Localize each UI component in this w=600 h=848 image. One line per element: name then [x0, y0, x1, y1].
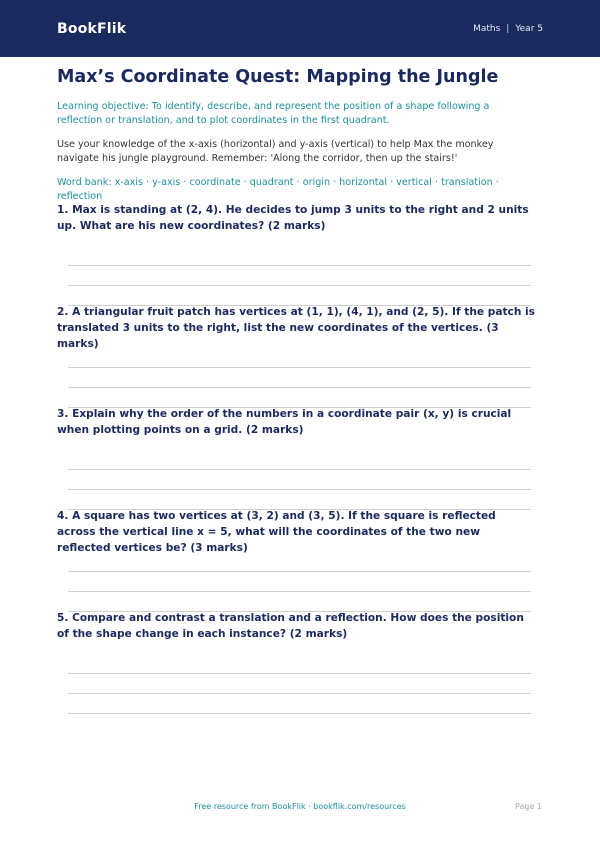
footer — [0, 802, 600, 816]
answer-line[interactable] — [68, 591, 531, 592]
question-text: 5. Compare and contrast a translation and a reflection. How does the position of the shape change in each instance? (2 marks) — [57, 612, 524, 640]
question-text: 3. Explain why the order of the numbers in a coordinate pair (x, y) is crucial when plotting points on a grid. (2 marks) — [57, 408, 512, 436]
footer-source-link[interactable]: Free resource from BookFlik · bookflik.com/resources — [194, 802, 406, 811]
question-text: 2. A triangular fruit patch has vertices at (1, 1), (4, 1), and (2, 5). If the patch is translated 3 units to the right, list the new coordinates of the vertices. (3 marks) — [57, 306, 535, 350]
subject-year-meta — [473, 24, 543, 34]
answer-line[interactable] — [68, 387, 531, 388]
learning-objective: Learning objective: To identify, describe, and represent the position of a shape following a reflection or translation, and to plot coordinates in the first quadrant. — [57, 101, 490, 126]
answer-line[interactable] — [68, 469, 531, 470]
intro-text: Use your knowledge of the x-axis (horizontal) and y-axis (vertical) to help Max the monkey navigate his jungle playground. Remember: 'Along the corridor, then up the stairs!' — [57, 139, 494, 164]
question-text: 4. A square has two vertices at (3, 2) and (3, 5). If the square is reflected across the vertical line x = 5, what will the coordinates of the two new reflected vertices be? (3 marks) — [57, 510, 496, 554]
question-text: 1. Max is standing at (2, 4). He decides to jump 3 units to the right and 2 units up. What are his new coordinates? (2 marks) — [57, 204, 529, 232]
question-2 — [57, 304, 537, 352]
worksheet-intro — [57, 65, 532, 204]
word-bank: Word bank: x-axis · y-axis · coordinate · quadrant · origin · horizontal · vertical · translation · reflection — [57, 177, 499, 202]
page-title: Max’s Coordinate Quest: Mapping the Jungle — [57, 67, 499, 87]
page-number: Page 1 — [515, 802, 542, 811]
answer-line[interactable] — [68, 265, 531, 266]
answer-line[interactable] — [68, 571, 531, 572]
year-label: Year 5 — [515, 23, 543, 34]
answer-line[interactable] — [68, 367, 531, 368]
question-4 — [57, 508, 537, 556]
question-5 — [57, 610, 537, 642]
question-3 — [57, 406, 537, 438]
question-1 — [57, 202, 537, 234]
subject-label: Maths — [473, 23, 501, 34]
answer-line[interactable] — [68, 489, 531, 490]
brand-logo-text[interactable]: BookFlik — [57, 20, 127, 37]
answer-line[interactable] — [68, 693, 531, 694]
answer-line[interactable] — [68, 285, 531, 286]
answer-line[interactable] — [68, 673, 531, 674]
header-bar — [0, 0, 600, 57]
meta-divider: | — [506, 23, 510, 34]
answer-line[interactable] — [68, 713, 531, 714]
